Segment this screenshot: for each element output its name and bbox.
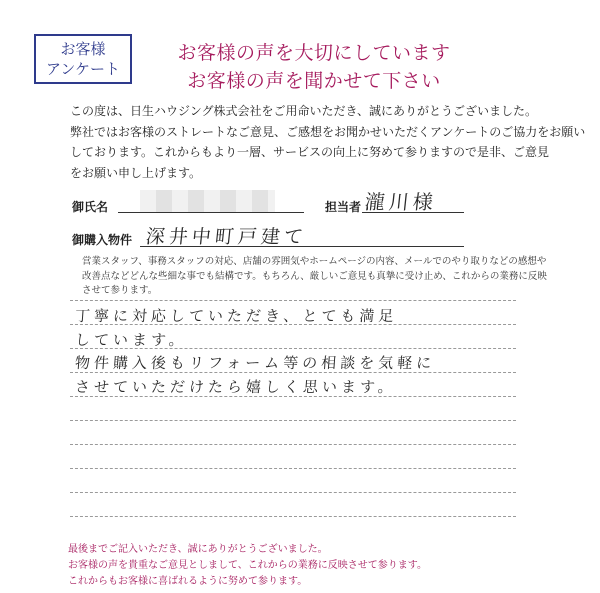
- notice-text: [82, 255, 547, 299]
- badge-line-2: アンケート: [45, 60, 121, 78]
- ruled-line: [70, 516, 516, 517]
- property-value: 深井中町戸建て: [144, 226, 309, 248]
- name-label: 御氏名: [72, 200, 109, 214]
- intro-line: 弊社ではお客様のストレートなご意見、ご感想をお聞かせいただくアンケートのご協力をお願い: [70, 124, 586, 139]
- property-underline: [140, 246, 464, 247]
- notice-line: 営業スタッフ、事務スタッフの対応、店舗の雰囲気やホームページの内容、メールでのやり取りなどの感想や: [82, 256, 547, 267]
- badge-line-1: お客様: [60, 40, 106, 58]
- name-underline: [118, 212, 304, 213]
- property-label: 御購入物件: [72, 233, 133, 247]
- headline-2: お客様の声を聞かせて下さい: [187, 70, 441, 92]
- ruled-line: [70, 444, 516, 445]
- intro-line: この度は、日生ハウジング株式会社をご用命いただき、誠にありがとうございました。: [70, 104, 537, 118]
- footer-line: これからもお客様に喜ばれるように努めて参ります。: [68, 576, 308, 587]
- ruled-line: [70, 420, 516, 421]
- comment-line: 丁寧に対応していただき、とても満足: [74, 307, 399, 325]
- intro-line: をお願い申し上げます。: [70, 165, 202, 180]
- intro-text: [70, 101, 586, 183]
- comment-line: 物件購入後もリフォーム等の相談を気軽に: [74, 354, 436, 372]
- notice-line: 改善点などどんな些細な事でも結構です。もちろん、厳しいご意見も真摯に受け止め、これからの業務に反映: [82, 270, 547, 282]
- headline-1: お客様の声を大切にしています: [177, 42, 451, 64]
- footer-line: 最後までご記入いただき、誠にありがとうございました。: [68, 544, 328, 555]
- redacted-name: [140, 190, 275, 212]
- notice-line: させて参ります。: [82, 285, 158, 296]
- staff-label: 担当者: [325, 200, 362, 214]
- footer-text: [68, 542, 538, 590]
- footer-line: お客様の声を貴重なご意見としまして、これからの業務に反映させて参ります。: [68, 560, 427, 571]
- ruled-line: [70, 468, 516, 469]
- staff-underline: [362, 212, 464, 213]
- comment-line: させていただけたら嬉しく思います。: [74, 378, 398, 396]
- intro-line: しております。これからもより一層、サービスの向上に努めて参りますので是非、ご意見: [70, 145, 550, 159]
- ruled-line: [70, 492, 516, 493]
- staff-value: 瀧川様: [363, 190, 439, 214]
- ruled-line: [70, 300, 516, 301]
- comment-line: しています。: [74, 331, 189, 349]
